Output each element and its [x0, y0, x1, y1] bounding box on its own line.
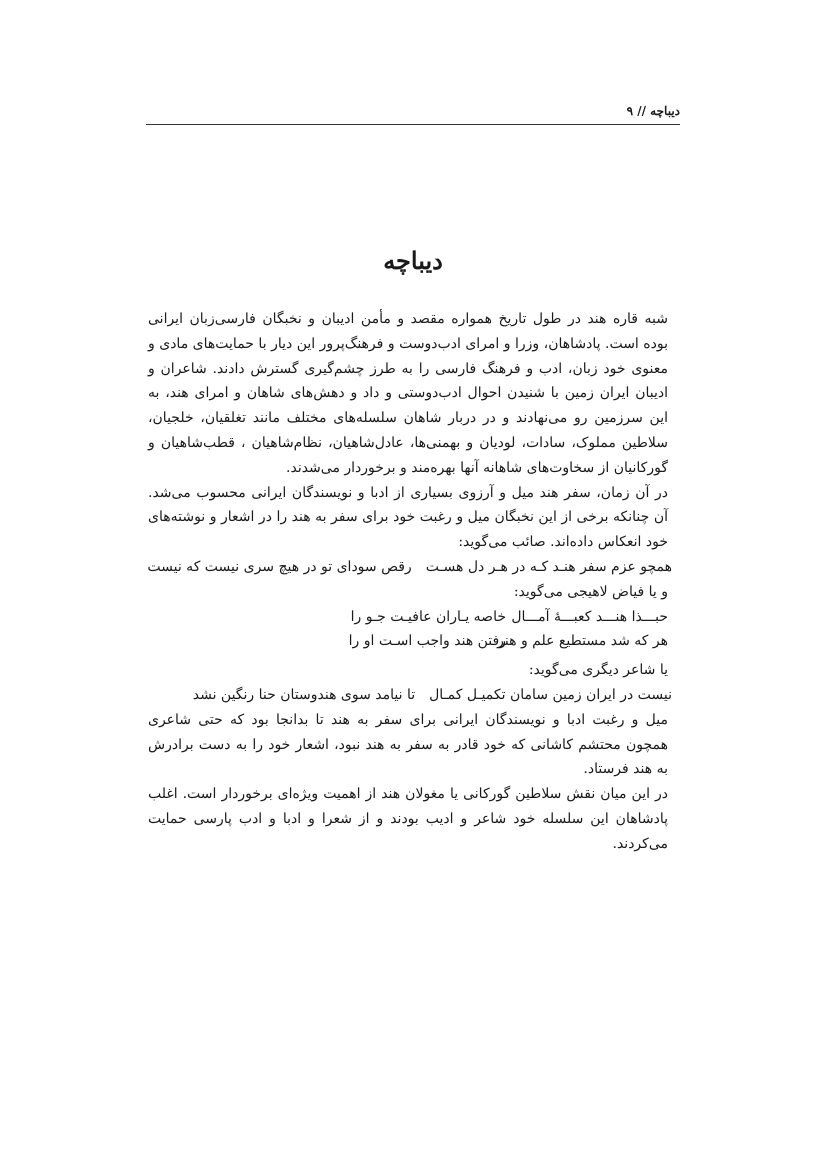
verse-saeb-hemistich-1: همچو عزم سفر هنـد کـه در هـر دل هسـت	[425, 558, 672, 575]
verse-other-poet	[148, 683, 680, 708]
verse-fayyaz-1	[148, 605, 680, 630]
paragraph-4: در این میان نقش سلاطین گورکانی یا مغولان هند از اهمیت ویژه‌ای برخوردار است. اغلب پادشاهان این سلسله خود شاعر و ادیب بودند و از شعرا و ادبا و ادب پارسی حمایت می‌کردند.	[148, 786, 668, 852]
body-text	[148, 307, 680, 857]
intro-fayyaz: و یا فیاض لاهیجی می‌گوید:	[513, 583, 668, 600]
running-header: دیباچه // ۹	[626, 104, 680, 118]
paragraph-1: شبه قاره هند در طول تاریخ همواره مقصد و مأمن ادیبان و نخبگان فارسی‌زبان ایرانی بوده است. پادشاهان، وزرا و امرای ادب‌دوست و فرهنگ‌پرور این دیار با حمایت‌های مادی و معنوی خود زبان، ادب و فرهنگ فارسی را به طرز چشم‌گیری گسترش دادند. شاعران و ادیبان ایران زمین با شنیدن احوال ادب‌دوستی و داد و دهش‌های شاهان و امرای هند، به این سرزمین رو می‌نهادند و در دربار شاهان سلسله‌های مختلف مانند تغلقیان، خلجیان، سلاطین مملوک، سادات، لودیان و بهمنی‌ها، عادل‌شاهیان، نظام‌شاهیان ، قطب‌شاهیان و گورکانیان از سخاوت‌های شاهانه آنها بهره‌مند و برخوردار می‌شدند.	[148, 311, 668, 476]
header-rule	[146, 124, 680, 125]
verse-other-poet-hemistich-2: تا نیامد سوی هندوستان حنا رنگین نشد	[192, 686, 416, 703]
verse-fayyaz-2-hemistich-1: هر که شد مستطیع علم و هنر	[497, 633, 668, 650]
verse-saeb-hemistich-2: رقص سودای تو در هیچ سری نیست که نیست	[147, 558, 412, 575]
verse-fayyaz-1-hemistich-2: خاصه یـاران عافیـت جـو را	[350, 608, 506, 625]
intro-other-poet: یا شاعر دیگری می‌گوید:	[528, 662, 668, 679]
paragraph-2: در آن زمان، سفر هند میل و آرزوی بسیاری از ادبا و نویسندگان ایرانی محسوب می‌شد. آن چنانکه برخی از این نخبگان میل و رغبت خود برای سفر به هند را در اشعار و نوشته‌های خود انعکاس داده‌اند. صائب می‌گوید:	[148, 484, 668, 551]
chapter-title: دیباچه	[383, 246, 443, 275]
verse-fayyaz-2-hemistich-2: رفتن هند واجب اسـت او را	[348, 633, 506, 650]
verse-other-poet-hemistich-1: نیست در ایران زمین سامان تکمیـل کمـال	[429, 686, 672, 703]
paragraph-3: میل و رغبت ادبا و نویسندگان ایرانی برای سفر به هند تا بدانجا بود که حتی شاعری همچون محتشم کاشانی که خود قادر به سفر به هند نبود، اشعار خود را به دست برادرش به هند فرستاد.	[148, 711, 668, 778]
verse-fayyaz-1-hemistich-1: حبـــذا هنـــد کعبـــهٔ آمـــال	[511, 608, 668, 625]
verse-fayyaz-2	[148, 629, 680, 654]
verse-saeb	[148, 555, 680, 580]
